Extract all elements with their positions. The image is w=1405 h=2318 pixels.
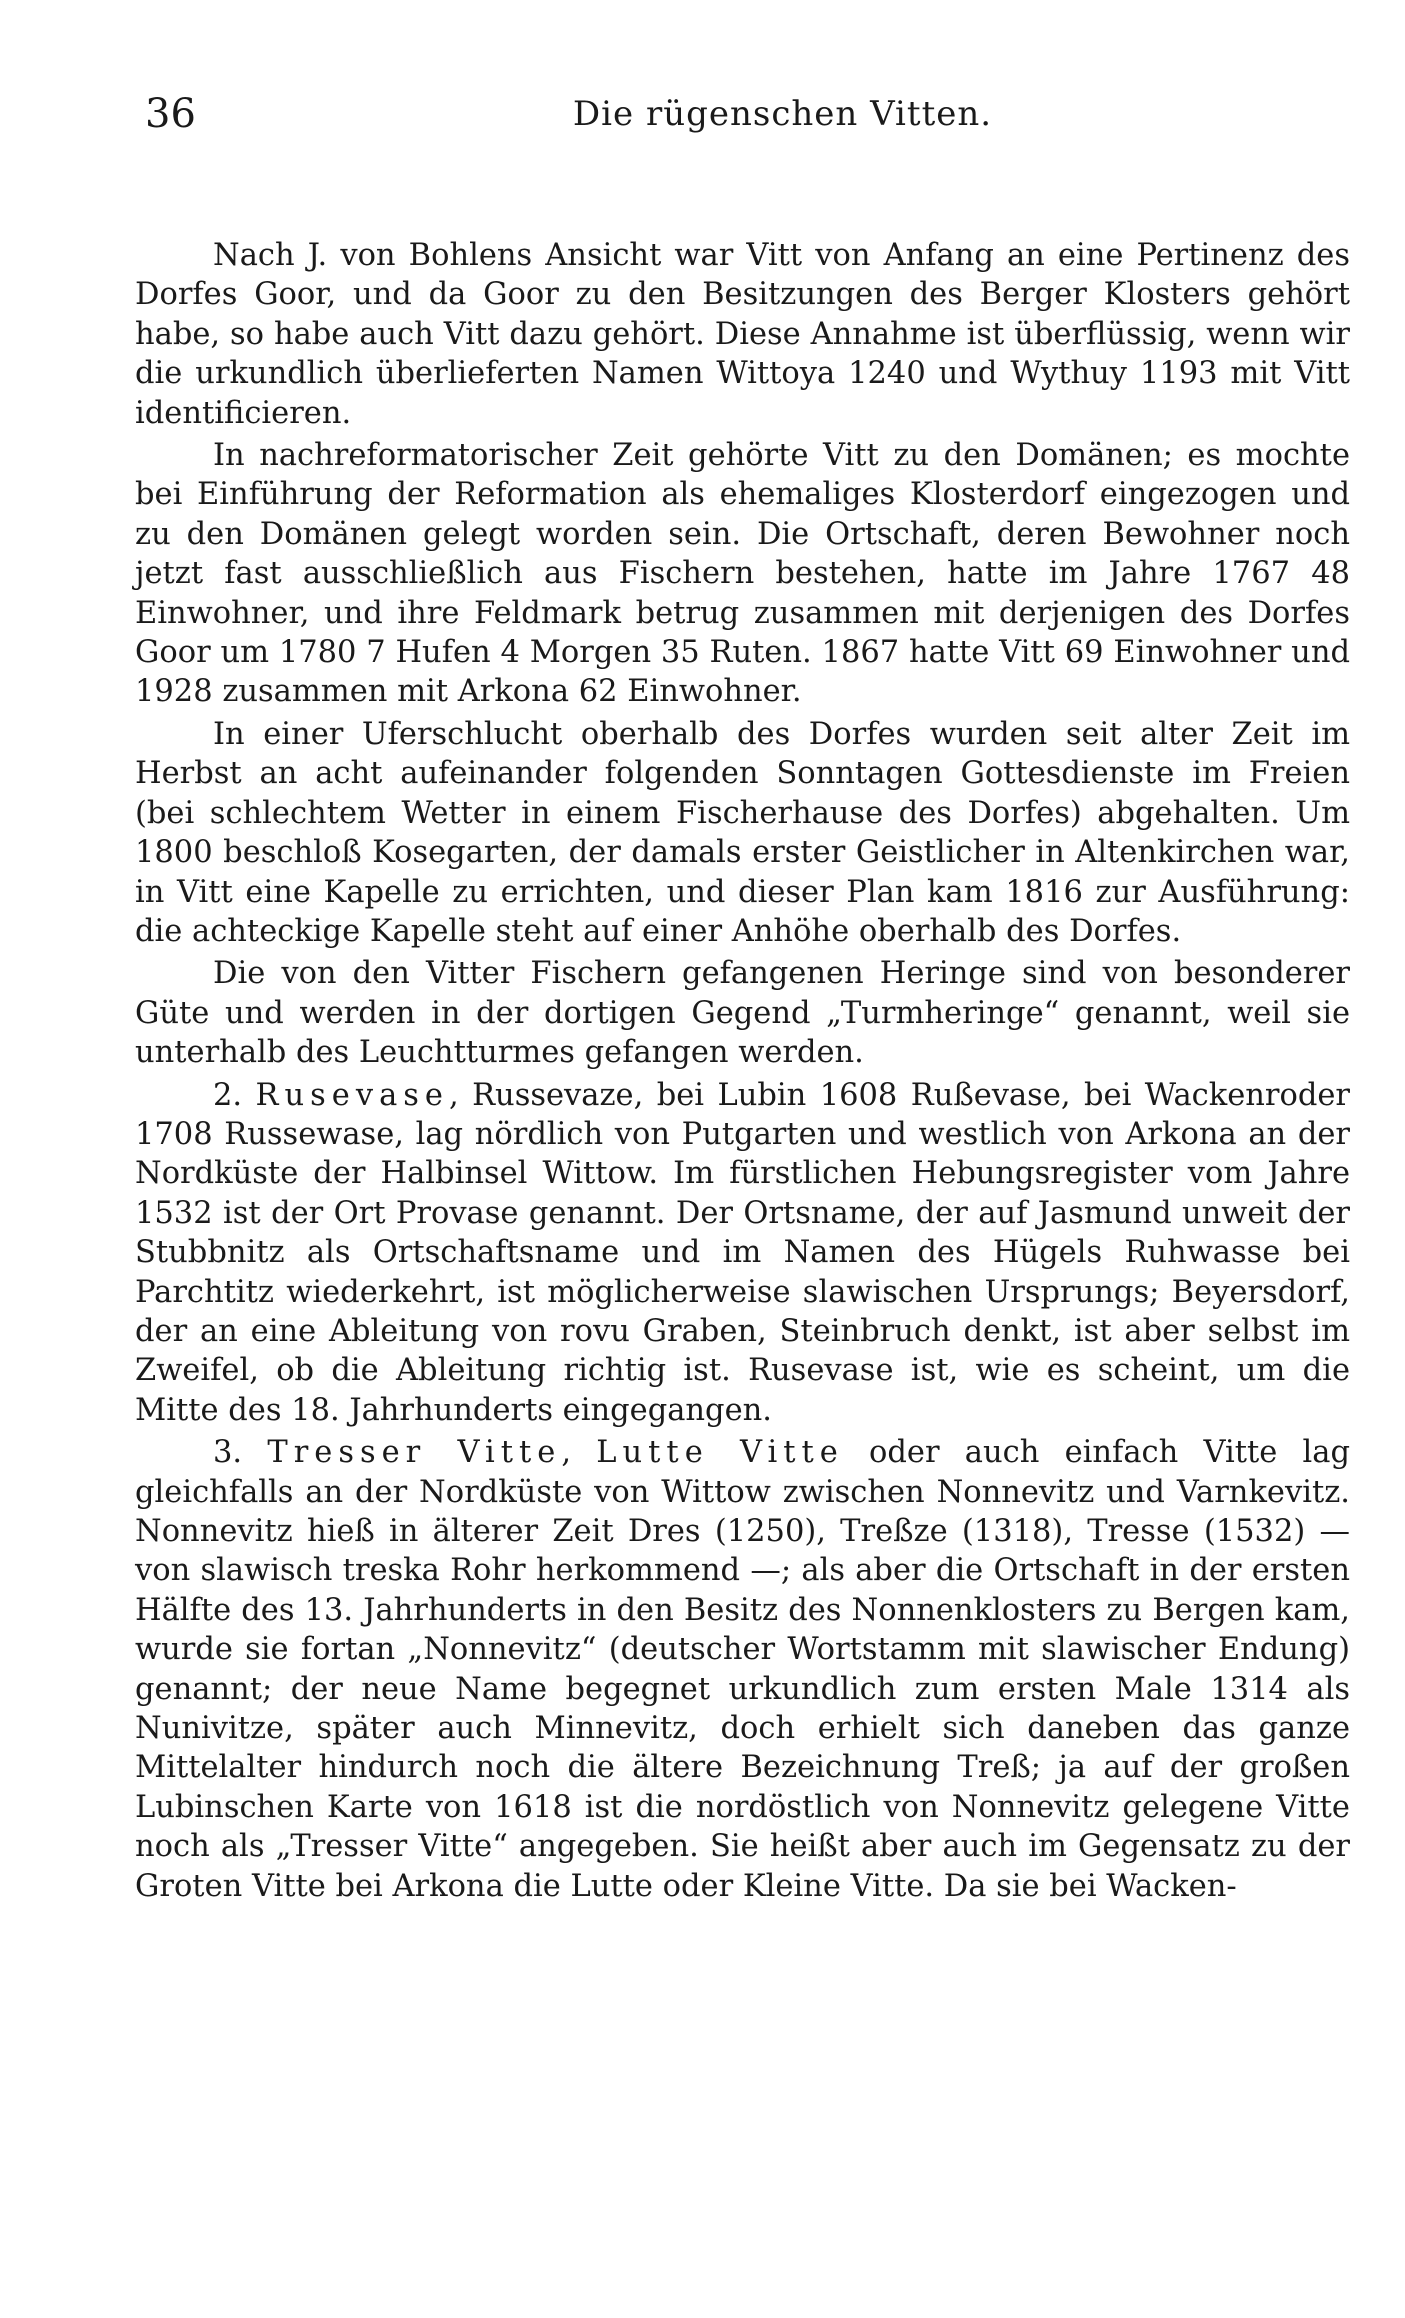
section-heading-name: Tresser Vitte [267, 1435, 562, 1471]
section-heading-name: Rusevase [255, 1077, 449, 1113]
paragraph-bohlen-view: Nach J. von Bohlens Ansicht war Vitt von Anfang an eine Pertinenz des Dorfes Goor, und da Goor zu den Besitzungen des Berger Klosters gehört habe, so habe auch Vitt dazu gehört. Diese Annahme ist überflüssig, wenn wir die urkundlich überlieferten Namen Wittoya 1240 und Wythuy 1193 mit Vitt identificieren. [135, 238, 1350, 431]
paragraph-post-reformation: In nachreformatorischer Zeit gehörte Vitt zu den Domänen; es mochte bei Einführung der Reformation als ehemaliges Klosterdorf eingezogen und zu den Domänen gelegt worden sein. Die Ortschaft, deren Bewohner noch jetzt fast ausschließlich aus Fischern bestehen, hatte im Jahre 1767 48 Einwohner, und ihre Feldmark betrug zusammen mit derjenigen des Dorfes Goor um 1780 7 Hufen 4 Morgen 35 Ruten. 1867 hatte Vitt 69 Einwohner und 1928 zusammen mit Arkona 62 Einwohner. [135, 438, 1350, 710]
section-rusevase [135, 1076, 1350, 1431]
section-text: , Russevaze, bei Lubin 1608 Rußevase, bei Wackenroder 1708 Russewase, lag nördlich von Putgarten und westlich von Arkona an der Nordküste der Halbinsel Wittow. Im fürstlichen Hebungsregister vom Jahre 1532 ist der Ort Provase genannt. Der Ortsname, der auf Jasmund unweit der Stubbnitz als Ortschaftsname und im Namen des Hügels Ruhwasse bei Parchtitz wiederkehrt, ist möglicherweise slawischen Ursprungs; Beyersdorf, der an eine Ableitung von rovu Graben, Steinbruch denkt, ist aber selbst im Zweifel, ob die Ableitung richtig ist. Rusevase ist, wie es scheint, um die Mitte des 18. Jahrhunderts eingegangen. [135, 1077, 1350, 1428]
section-number: 3. [213, 1435, 268, 1471]
running-head [135, 92, 1350, 136]
section-separator: , [561, 1435, 597, 1471]
running-title: Die rügenschen Vitten. [572, 94, 993, 134]
page-number: 36 [145, 91, 196, 137]
page [135, 92, 1350, 1909]
section-heading-name-alt: Lutte Vitte [596, 1435, 844, 1471]
section-text: oder auch einfach Vitte lag gleichfalls an der Nordküste von Wittow zwischen Nonnevitz und Varnkevitz. Nonnevitz hieß in älterer Zeit Dres (1250), Treßze (1318), Tresse (1532) — von slawisch treska Rohr herkommend —; als aber die Ortschaft in der ersten Hälfte des 13. Jahrhunderts in den Besitz des Nonnenklosters zu Bergen kam, wurde sie fortan „Nonnevitz“ (deutscher Wortstamm mit slawischer Endung) genannt; der neue Name begegnet urkundlich zum ersten Male 1314 als Nunivitze, später auch Minnevitz, doch erhielt sich daneben das ganze Mittelalter hindurch noch die ältere Bezeichnung Treß; ja auf der großen Lubinschen Karte von 1618 ist die nordöstlich von Nonnevitz gelegene Vitte noch als „Tresser Vitte“ angegeben. Sie heißt aber auch im Gegensatz zu der Groten Vitte bei Arkona die Lutte oder Kleine Vitte. Da sie bei Wacken- [135, 1435, 1351, 1904]
body-text [135, 236, 1350, 1906]
paragraph-herring: Die von den Vitter Fischern gefangenen Heringe sind von besonderer Güte und werden in der dortigen Gegend „Turmheringe“ genannt, weil sie unterhalb des Leuchtturmes gefangen werden. [135, 956, 1350, 1071]
section-number: 2. [213, 1077, 256, 1113]
section-tresser-vitte [135, 1433, 1350, 1906]
paragraph-services-chapel: In einer Uferschlucht oberhalb des Dorfes wurden seit alter Zeit im Herbst an acht aufeinander folgenden Sonntagen Gottesdienste im Freien (bei schlechtem Wetter in einem Fischerhause des Dorfes) abgehalten. Um 1800 beschloß Kosegarten, der damals erster Geistlicher in Altenkirchen war, in Vitt eine Kapelle zu errichten, und dieser Plan kam 1816 zur Ausführung: die achteckige Kapelle steht auf einer Anhöhe oberhalb des Dorfes. [135, 716, 1350, 949]
